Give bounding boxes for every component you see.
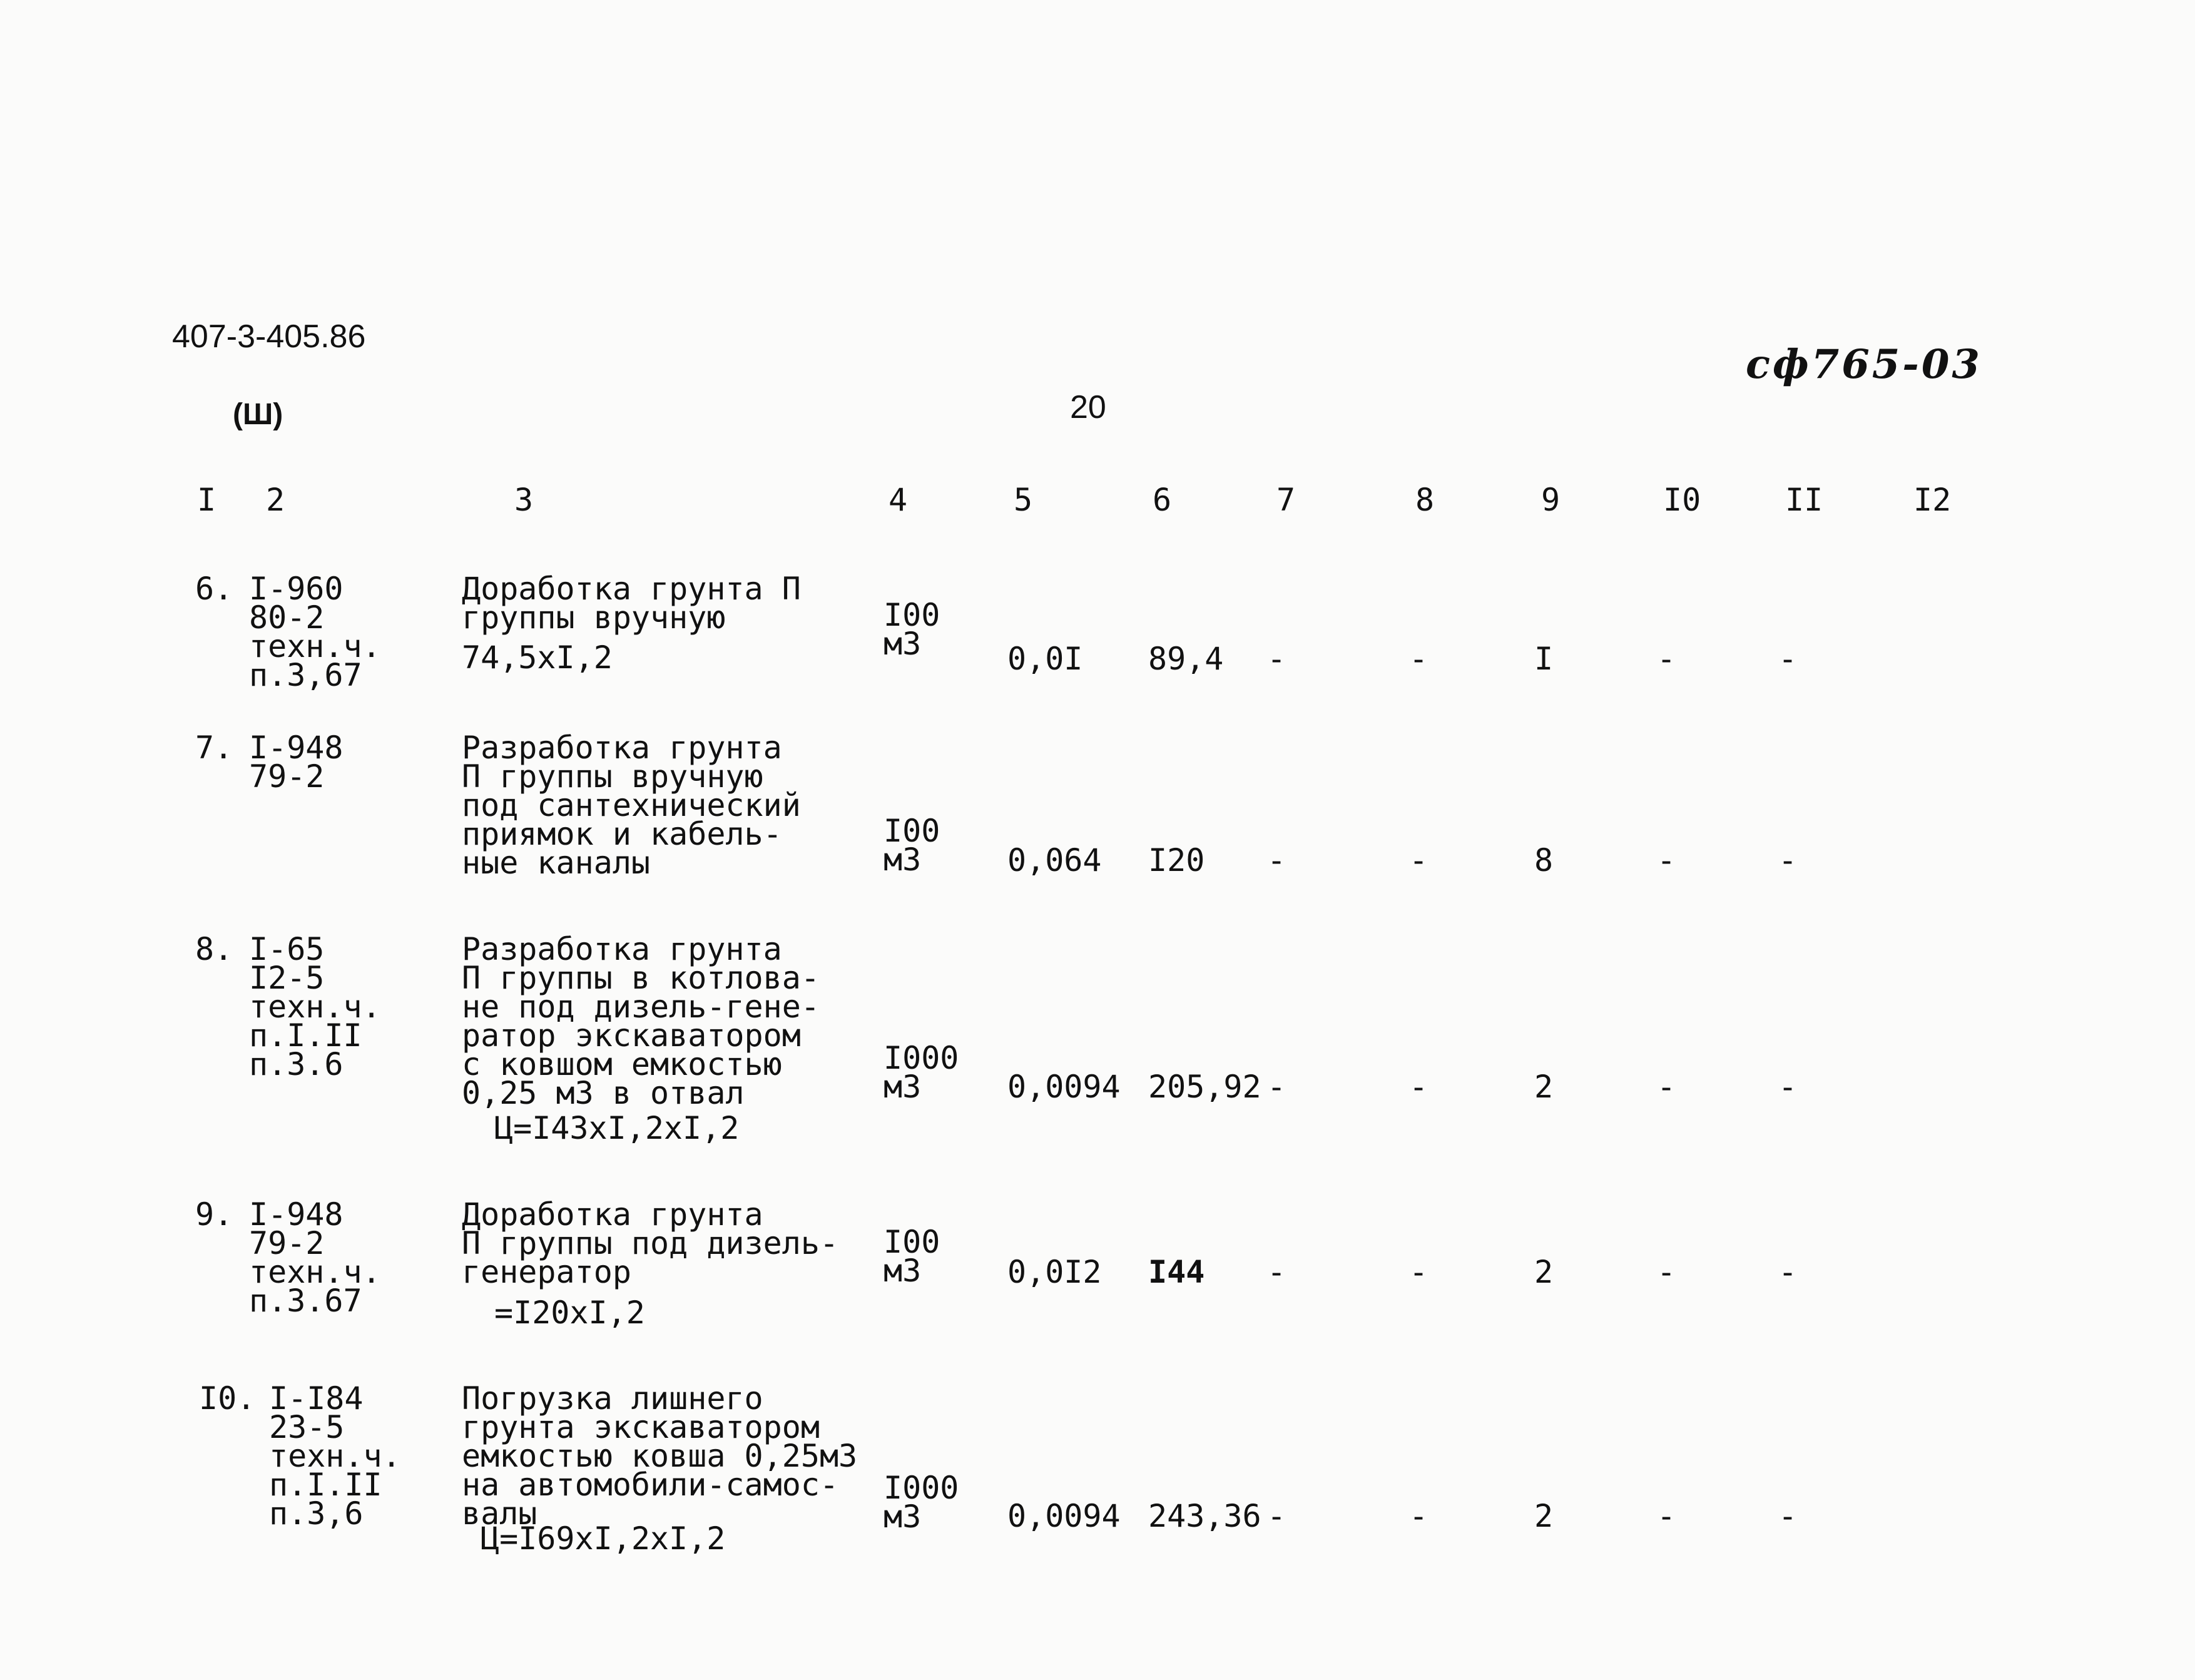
work-description: Доработка грунта П группы вручную	[462, 571, 801, 636]
unit-price: 89,4	[1148, 641, 1224, 677]
work-description: Разработка грунта П группы в котлова- не под дизель-гене- ратор экскаватором с ковшом емкостью 0,25 м3 в отвал	[462, 931, 820, 1111]
col11-value: -	[1778, 1254, 1798, 1290]
row-number: 7.	[195, 730, 233, 766]
column-header-10: I0	[1663, 482, 1701, 518]
col11-value: -	[1778, 641, 1798, 677]
quantity: 0,0094	[1007, 1498, 1121, 1534]
col10-value: -	[1657, 1254, 1676, 1290]
row-number: 9.	[195, 1196, 233, 1233]
quantity: 0,0094	[1007, 1069, 1121, 1105]
col8-value: -	[1409, 641, 1429, 677]
unit: I000 м3	[884, 1470, 959, 1535]
work-description: Разработка грунта П группы вручную под сантехнический приямок и кабель- ные каналы	[462, 730, 801, 881]
norm-code: I-65 I2-5 техн.ч. п.I.II п.3.6	[249, 931, 381, 1082]
calc-formula: =I20xI,2	[494, 1295, 645, 1331]
column-header-5: 5	[1014, 482, 1033, 518]
unit: I00 м3	[884, 597, 940, 662]
col9-value: 2	[1534, 1498, 1554, 1534]
column-header-6: 6	[1153, 482, 1172, 518]
column-header-9: 9	[1541, 482, 1561, 518]
col8-value: -	[1409, 1069, 1429, 1105]
norm-code: I-948 79-2 техн.ч. п.3.67	[249, 1196, 381, 1319]
norm-code: I-I84 23-5 техн.ч. п.I.II п.3,6	[269, 1380, 401, 1532]
column-header-1: I	[197, 482, 216, 518]
column-header-12: I2	[1913, 482, 1952, 518]
col7-value: -	[1267, 1069, 1286, 1105]
quantity: 0,0I	[1007, 641, 1083, 677]
unit-price: I20	[1148, 842, 1205, 878]
unit: I00 м3	[884, 813, 940, 878]
col10-value: -	[1657, 641, 1676, 677]
row-number: 8.	[195, 931, 233, 967]
col11-value: -	[1778, 1069, 1798, 1105]
col8-value: -	[1409, 1498, 1429, 1534]
column-header-3: 3	[514, 482, 534, 518]
row-number: I0.	[199, 1380, 256, 1417]
calc-formula: Ц=I69xI,2xI,2	[481, 1520, 726, 1557]
column-header-4: 4	[889, 482, 908, 518]
col7-value: -	[1267, 842, 1286, 878]
column-header-2: 2	[266, 482, 285, 518]
column-header-7: 7	[1276, 482, 1296, 518]
quantity: 0,064	[1007, 842, 1102, 878]
unit-price: 205,92	[1148, 1069, 1261, 1105]
calc-formula: 74,5xI,2	[462, 639, 613, 676]
norm-code: I-960 80-2 техн.ч. п.3,67	[249, 571, 381, 693]
norm-code: I-948 79-2	[249, 730, 344, 795]
col10-value: -	[1657, 842, 1676, 878]
col7-value: -	[1267, 1254, 1286, 1290]
handwritten-stamp: сф765-03	[1746, 341, 1982, 388]
col9-value: I	[1534, 641, 1554, 677]
col9-value: 2	[1534, 1254, 1554, 1290]
col11-value: -	[1778, 1498, 1798, 1534]
work-description: Погрузка лишнего грунта экскаватором емкостью ковша 0,25м3 на автомобили-самос- валы	[462, 1380, 858, 1532]
col9-value: 2	[1534, 1069, 1554, 1105]
quantity: 0,0I2	[1007, 1254, 1102, 1290]
col7-value: -	[1267, 641, 1286, 677]
col8-value: -	[1409, 842, 1429, 878]
column-header-8: 8	[1415, 482, 1435, 518]
section-mark: (Ш)	[233, 398, 283, 431]
page-number: 20	[1070, 389, 1106, 425]
col10-value: -	[1657, 1498, 1676, 1534]
unit-price: I44	[1148, 1254, 1205, 1290]
col7-value: -	[1267, 1498, 1286, 1534]
unit: I000 м3	[884, 1040, 959, 1105]
col11-value: -	[1778, 842, 1798, 878]
column-header-11: II	[1785, 482, 1823, 518]
calc-formula: Ц=I43xI,2xI,2	[494, 1110, 740, 1146]
unit: I00 м3	[884, 1224, 940, 1289]
col8-value: -	[1409, 1254, 1429, 1290]
document-code: 407-3-405.86	[172, 318, 366, 355]
col9-value: 8	[1534, 842, 1554, 878]
unit-price: 243,36	[1148, 1498, 1261, 1534]
work-description: Доработка грунта П группы под дизель- генератор	[462, 1196, 839, 1290]
row-number: 6.	[195, 571, 233, 607]
col10-value: -	[1657, 1069, 1676, 1105]
